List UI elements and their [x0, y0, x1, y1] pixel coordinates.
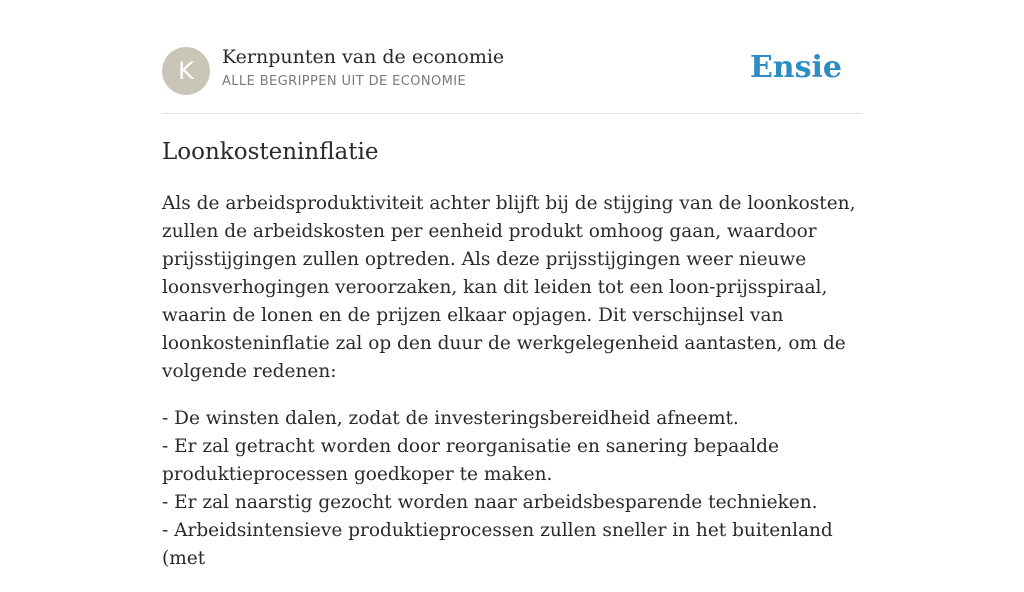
article: [162, 136, 862, 592]
article-paragraph: Als de arbeidsproduktiviteit achter blijft bij de stijging van de loonkosten, zullen de arbeidskosten per eenheid produkt omhoog gaan, waardoor prijsstijgingen zullen optreden. Als deze prijsstijgingen weer nieuwe loonsverhogingen veroorzaken, kan dit leiden tot een loon-prijsspiraal, waarin de lonen en de prijzen elkaar opjagen. Dit verschijnsel van loonkosteninflatie zal op den duur de werkgelegenheid aantasten, om de volgende redenen:: [162, 193, 856, 382]
site-header: [162, 46, 862, 96]
bullet-list: [162, 405, 862, 573]
avatar[interactable]: K: [162, 47, 210, 95]
list-item: - Er zal naarstig gezocht worden naar arbeidsbesparende technieken.: [162, 492, 818, 513]
brand-logo[interactable]: Ensie: [749, 50, 842, 85]
site-subtitle: ALLE BEGRIPPEN UIT DE ECONOMIE: [222, 74, 467, 89]
list-item: - Er zal getracht worden door reorganisatie en sanering bepaalde produktieprocessen goedkoper te maken.: [162, 436, 779, 485]
list-item: - Arbeidsintensieve produktieprocessen zullen sneller in het buitenland (met: [162, 520, 833, 569]
list-item: - De winsten dalen, zodat de investeringsbereidheid afneemt.: [162, 408, 739, 429]
header-divider: [162, 113, 862, 114]
article-title: Loonkosteninflatie: [162, 139, 379, 165]
site-title[interactable]: Kernpunten van de economie: [222, 46, 505, 68]
